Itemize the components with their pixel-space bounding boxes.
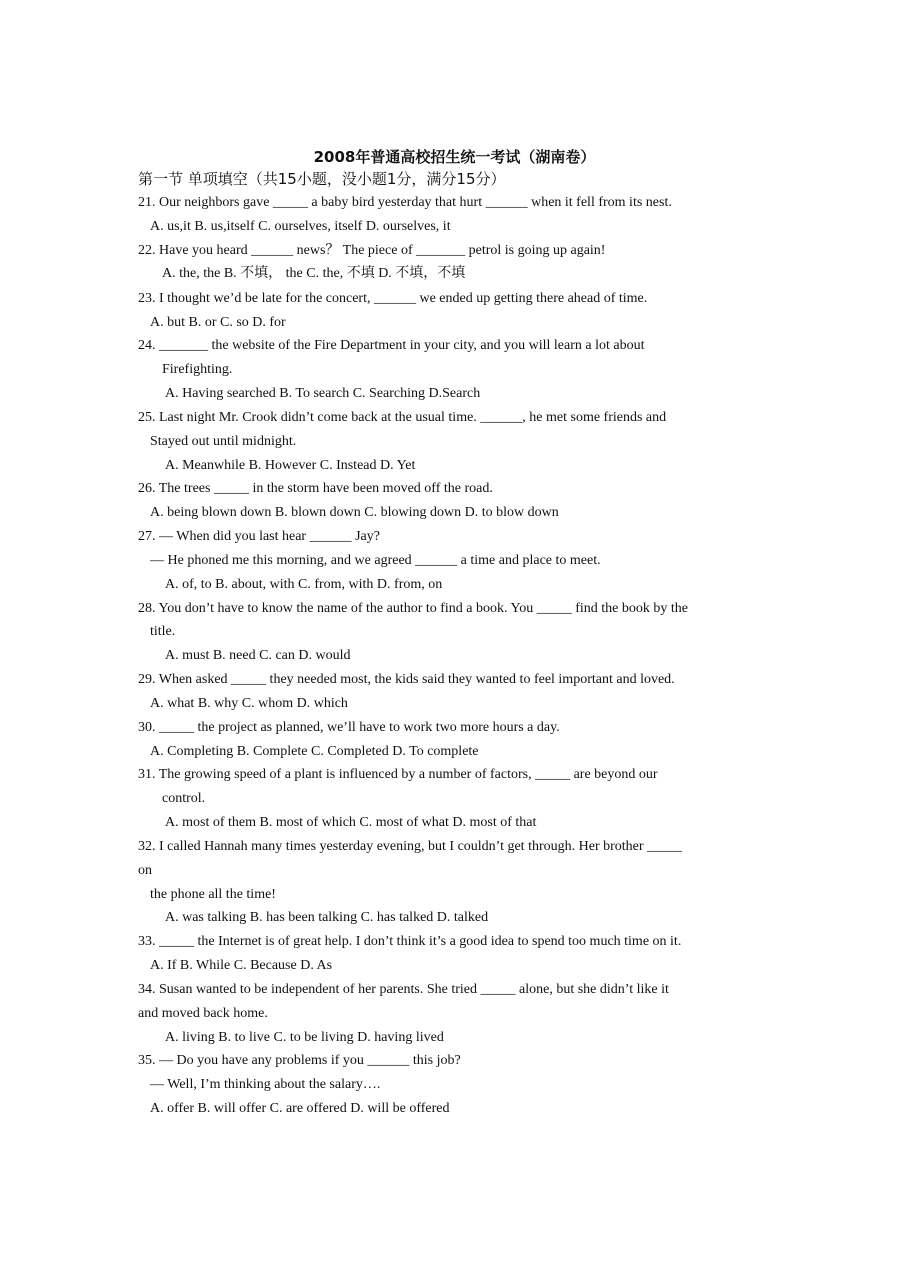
- options-26: A. being blown down B. blown down C. blowing down D. to blow down: [150, 505, 559, 520]
- page-title: 2008年普通高校招生统一考试（湖南卷）: [313, 148, 596, 166]
- question-31-continued: control.: [162, 791, 206, 806]
- question-34-continued: and moved back home.: [138, 1006, 268, 1021]
- section-heading: 第一节 单项填空（共15小题，没小题1分，满分15分）: [138, 170, 506, 188]
- options-29: A. what B. why C. whom D. which: [150, 696, 348, 711]
- question-32: 32. I called Hannah many times yesterday evening, but I couldn’t get through. Her brother _____: [138, 839, 683, 854]
- options-23: A. but B. or C. so D. for: [150, 315, 286, 330]
- question-23: 23. I thought we’d be late for the concert, ______ we ended up getting there ahead of time.: [138, 291, 648, 306]
- question-30: 30. _____ the project as planned, we’ll have to work two more hours a day.: [138, 720, 560, 735]
- options-33: A. If B. While C. Because D. As: [150, 958, 333, 973]
- options-28: A. must B. need C. can D. would: [165, 648, 351, 663]
- question-21: 21. Our neighbors gave _____ a baby bird yesterday that hurt ______ when it fell from its nest.: [138, 195, 672, 210]
- options-24: A. Having searched B. To search C. Searching D.Search: [165, 386, 481, 401]
- question-22: 22. Have you heard ______ news？ The piece of _______ petrol is going up again!: [138, 243, 606, 258]
- options-32: A. was talking B. has been talking C. has talked D. talked: [165, 910, 489, 925]
- question-28: 28. You don’t have to know the name of the author to find a book. You _____ find the book by the: [138, 601, 688, 616]
- question-34: 34. Susan wanted to be independent of her parents. She tried _____ alone, but she didn’t like it: [138, 982, 669, 997]
- question-35-continued: — Well, I’m thinking about the salary….: [150, 1077, 381, 1092]
- options-25: A. Meanwhile B. However C. Instead D. Yet: [165, 458, 416, 473]
- question-35: 35. — Do you have any problems if you ______ this job?: [138, 1053, 461, 1068]
- question-24: 24. _______ the website of the Fire Department in your city, and you will learn a lot about: [138, 338, 645, 353]
- options-31: A. most of them B. most of which C. most of what D. most of that: [165, 815, 537, 830]
- question-32-wrap: on: [138, 863, 152, 878]
- options-21: A. us,it B. us,itself C. ourselves, itself D. ourselves, it: [150, 219, 451, 234]
- question-27: 27. — When did you last hear ______ Jay?: [138, 529, 380, 544]
- question-29: 29. When asked _____ they needed most, the kids said they wanted to feel important and loved.: [138, 672, 675, 687]
- question-31: 31. The growing speed of a plant is influenced by a number of factors, _____ are beyond our: [138, 767, 658, 782]
- options-27: A. of, to B. about, with C. from, with D. from, on: [165, 577, 443, 592]
- options-30: A. Completing B. Complete C. Completed D. To complete: [150, 744, 479, 759]
- options-34: A. living B. to live C. to be living D. having lived: [165, 1030, 444, 1045]
- question-25: 25. Last night Mr. Crook didn’t come back at the usual time. ______, he met some friends and: [138, 410, 667, 425]
- options-22: A. the, the B. 不填， the C. the, 不填 D. 不填，不填: [162, 266, 466, 281]
- question-25-continued: Stayed out until midnight.: [150, 434, 297, 449]
- question-33: 33. _____ the Internet is of great help. I don’t think it’s a good idea to spend too much time on it.: [138, 934, 682, 949]
- question-26: 26. The trees _____ in the storm have been moved off the road.: [138, 481, 493, 496]
- options-35: A. offer B. will offer C. are offered D. will be offered: [150, 1101, 450, 1116]
- question-24-continued: Firefighting.: [162, 362, 233, 377]
- question-28-continued: title.: [150, 624, 176, 639]
- question-27-continued: — He phoned me this morning, and we agreed ______ a time and place to meet.: [150, 553, 601, 568]
- question-32-continued: the phone all the time!: [150, 887, 276, 902]
